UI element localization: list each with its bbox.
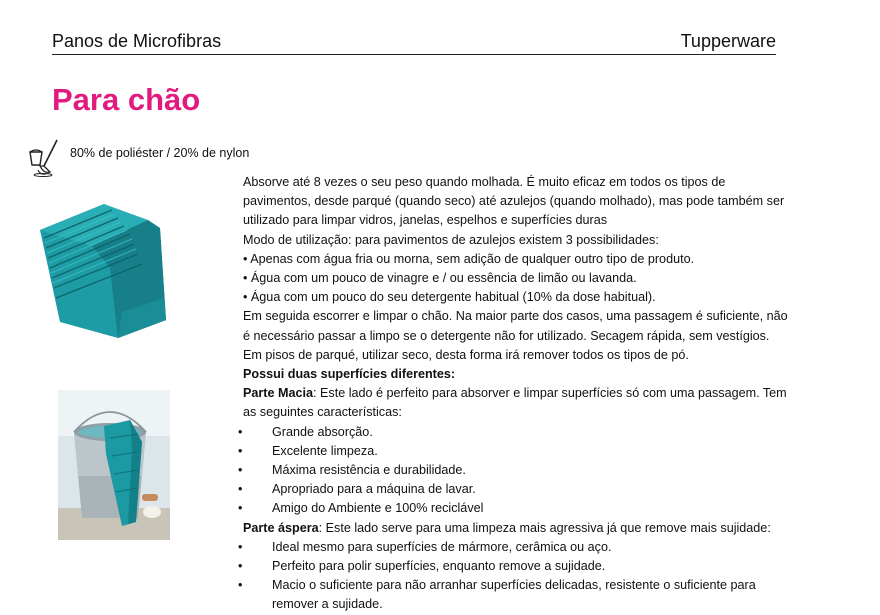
instruction-line: é necessário passar a limpo se o detergente não for utilizado. Secagem rápida, sem vestígios.	[243, 328, 770, 343]
surfaces-heading: Possui duas superfícies diferentes:	[243, 367, 456, 382]
list-item: • Máxima resistência e durabilidade.	[243, 461, 825, 480]
usage-option: • Água com um pouco de vinagre e / ou essência de limão ou lavanda.	[243, 271, 637, 286]
composition-text: 80% de poliéster / 20% de nylon	[70, 146, 250, 160]
list-item: • Amigo do Ambiente e 100% reciclável	[243, 499, 825, 518]
header-product-name: Panos de Microfibras	[52, 31, 222, 51]
list-item: • Apropriado para a máquina de lavar.	[243, 480, 825, 499]
list-item: • Grande absorção.	[243, 423, 825, 442]
list-item: • Macio o suficiente para não arranhar superfícies delicadas, resistente o suficiente para	[243, 576, 825, 595]
rough-side-label: Parte áspera	[243, 520, 319, 535]
description-body	[243, 173, 825, 615]
soft-side-description: Parte Macia: Este lado é perfeito para absorver e limpar superfícies só com uma passagem. Tem	[243, 386, 787, 401]
usage-heading: Modo de utilização: para pavimentos de azulejos existem 3 possibilidades:	[243, 232, 659, 247]
document-header	[52, 30, 776, 55]
usage-option: • Apenas com água fria ou morna, sem adição de qualquer outro tipo de produto.	[243, 251, 695, 266]
usage-option: • Água com um pouco do seu detergente habitual (10% da dose habitual).	[243, 290, 656, 305]
header-brand-name: Tupperware	[680, 31, 776, 51]
page-title: Para chão	[52, 82, 201, 117]
instruction-line: Em pisos de parqué, utilizar seco, desta forma irá remover todos os tipos de pó.	[243, 347, 689, 362]
mop-bucket-icon	[26, 138, 62, 178]
metal-bucket-with-cloth-photo	[58, 390, 170, 540]
teal-microfiber-cloth-photo	[26, 190, 168, 340]
intro-line: pavimentos, desde parqué (quando seco) até azulejos (quando molhado), mas pode também ser	[243, 194, 785, 209]
soft-side-label: Parte Macia	[243, 386, 314, 401]
list-item-continuation: remover a sujidade.	[272, 597, 383, 612]
soft-side-description-cont: as seguintes características:	[243, 405, 402, 420]
composition-row	[26, 138, 249, 178]
soft-side-features	[243, 423, 825, 519]
instruction-line: Em seguida escorrer e limpar o chão. Na maior parte dos casos, uma passagem é suficiente, não	[243, 309, 788, 324]
rough-side-features	[243, 538, 825, 615]
list-item: • Perfeito para polir superfícies, enquanto remove a sujidade.	[243, 557, 825, 576]
list-item: • Excelente limpeza.	[243, 442, 825, 461]
intro-line: Absorve até 8 vezes o seu peso quando molhada. É muito eficaz em todos os tipos de	[243, 175, 726, 189]
rough-side-description: Parte áspera: Este lado serve para uma limpeza mais agressiva já que remove mais sujidade:	[243, 520, 771, 535]
list-item: • Ideal mesmo para superfícies de mármore, cerâmica ou aço.	[243, 538, 825, 557]
intro-line: utilizado para limpar vidros, janelas, espelhos e superfícies duras	[243, 213, 608, 228]
